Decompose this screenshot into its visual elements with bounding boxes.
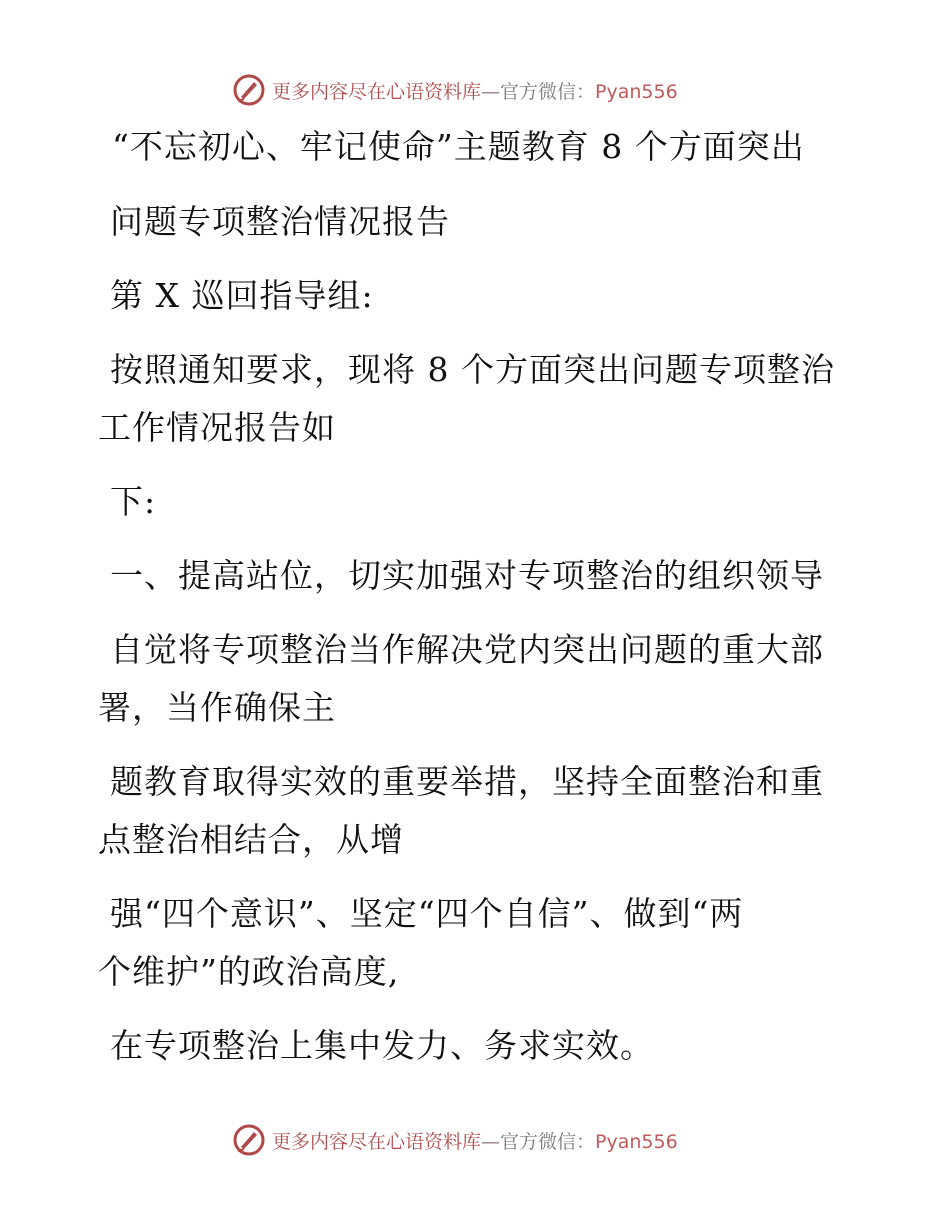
paragraph-line: 按照通知要求，现将 8 个方面突出问题专项整治 [110, 350, 835, 389]
paragraph-line: 在专项整治上集中发力、务求实效。 [110, 1026, 654, 1065]
watermark-separator: — [481, 1130, 501, 1153]
salutation: 第 X 巡回指导组: [110, 276, 374, 315]
quill-logo-icon [232, 1123, 266, 1157]
section-heading: 一、提高站位，切实加强对专项整治的组织领导 [110, 556, 824, 595]
watermark-separator: — [481, 80, 501, 103]
watermark-text [272, 77, 678, 104]
watermark-wechat-id: Pyan556 [595, 1130, 678, 1153]
watermark-wechat-label: 官方微信： [500, 80, 596, 103]
paragraph-line: 自觉将专项整治当作解决党内突出问题的重大部 [110, 630, 824, 669]
paragraph-line: 工作情况报告如 [98, 408, 336, 447]
paragraph-line: 个维护”的政治高度, [98, 952, 400, 991]
quill-logo-icon [232, 73, 266, 107]
footer-watermark [232, 1120, 712, 1160]
watermark-text [272, 1127, 678, 1154]
header-watermark [232, 70, 712, 110]
watermark-site-name: 更多内容尽在心语资料库 [272, 80, 482, 103]
paragraph-line: 下: [110, 482, 157, 521]
paragraph-line: 点整治相结合，从增 [98, 820, 404, 859]
document-title-line-1: “不忘初心、牢记使命”主题教育 8 个方面突出 [112, 127, 805, 166]
paragraph-line: 题教育取得实效的重要举措，坚持全面整治和重 [110, 762, 824, 801]
paragraph-line: 强“四个意识”、坚定“四个自信”、做到“两 [110, 894, 744, 933]
watermark-wechat-id: Pyan556 [595, 80, 678, 103]
watermark-site-name: 更多内容尽在心语资料库 [272, 1130, 482, 1153]
watermark-wechat-label: 官方微信： [500, 1130, 596, 1153]
document-title-line-2: 问题专项整治情况报告 [110, 202, 450, 241]
paragraph-line: 署，当作确保主 [98, 688, 336, 727]
